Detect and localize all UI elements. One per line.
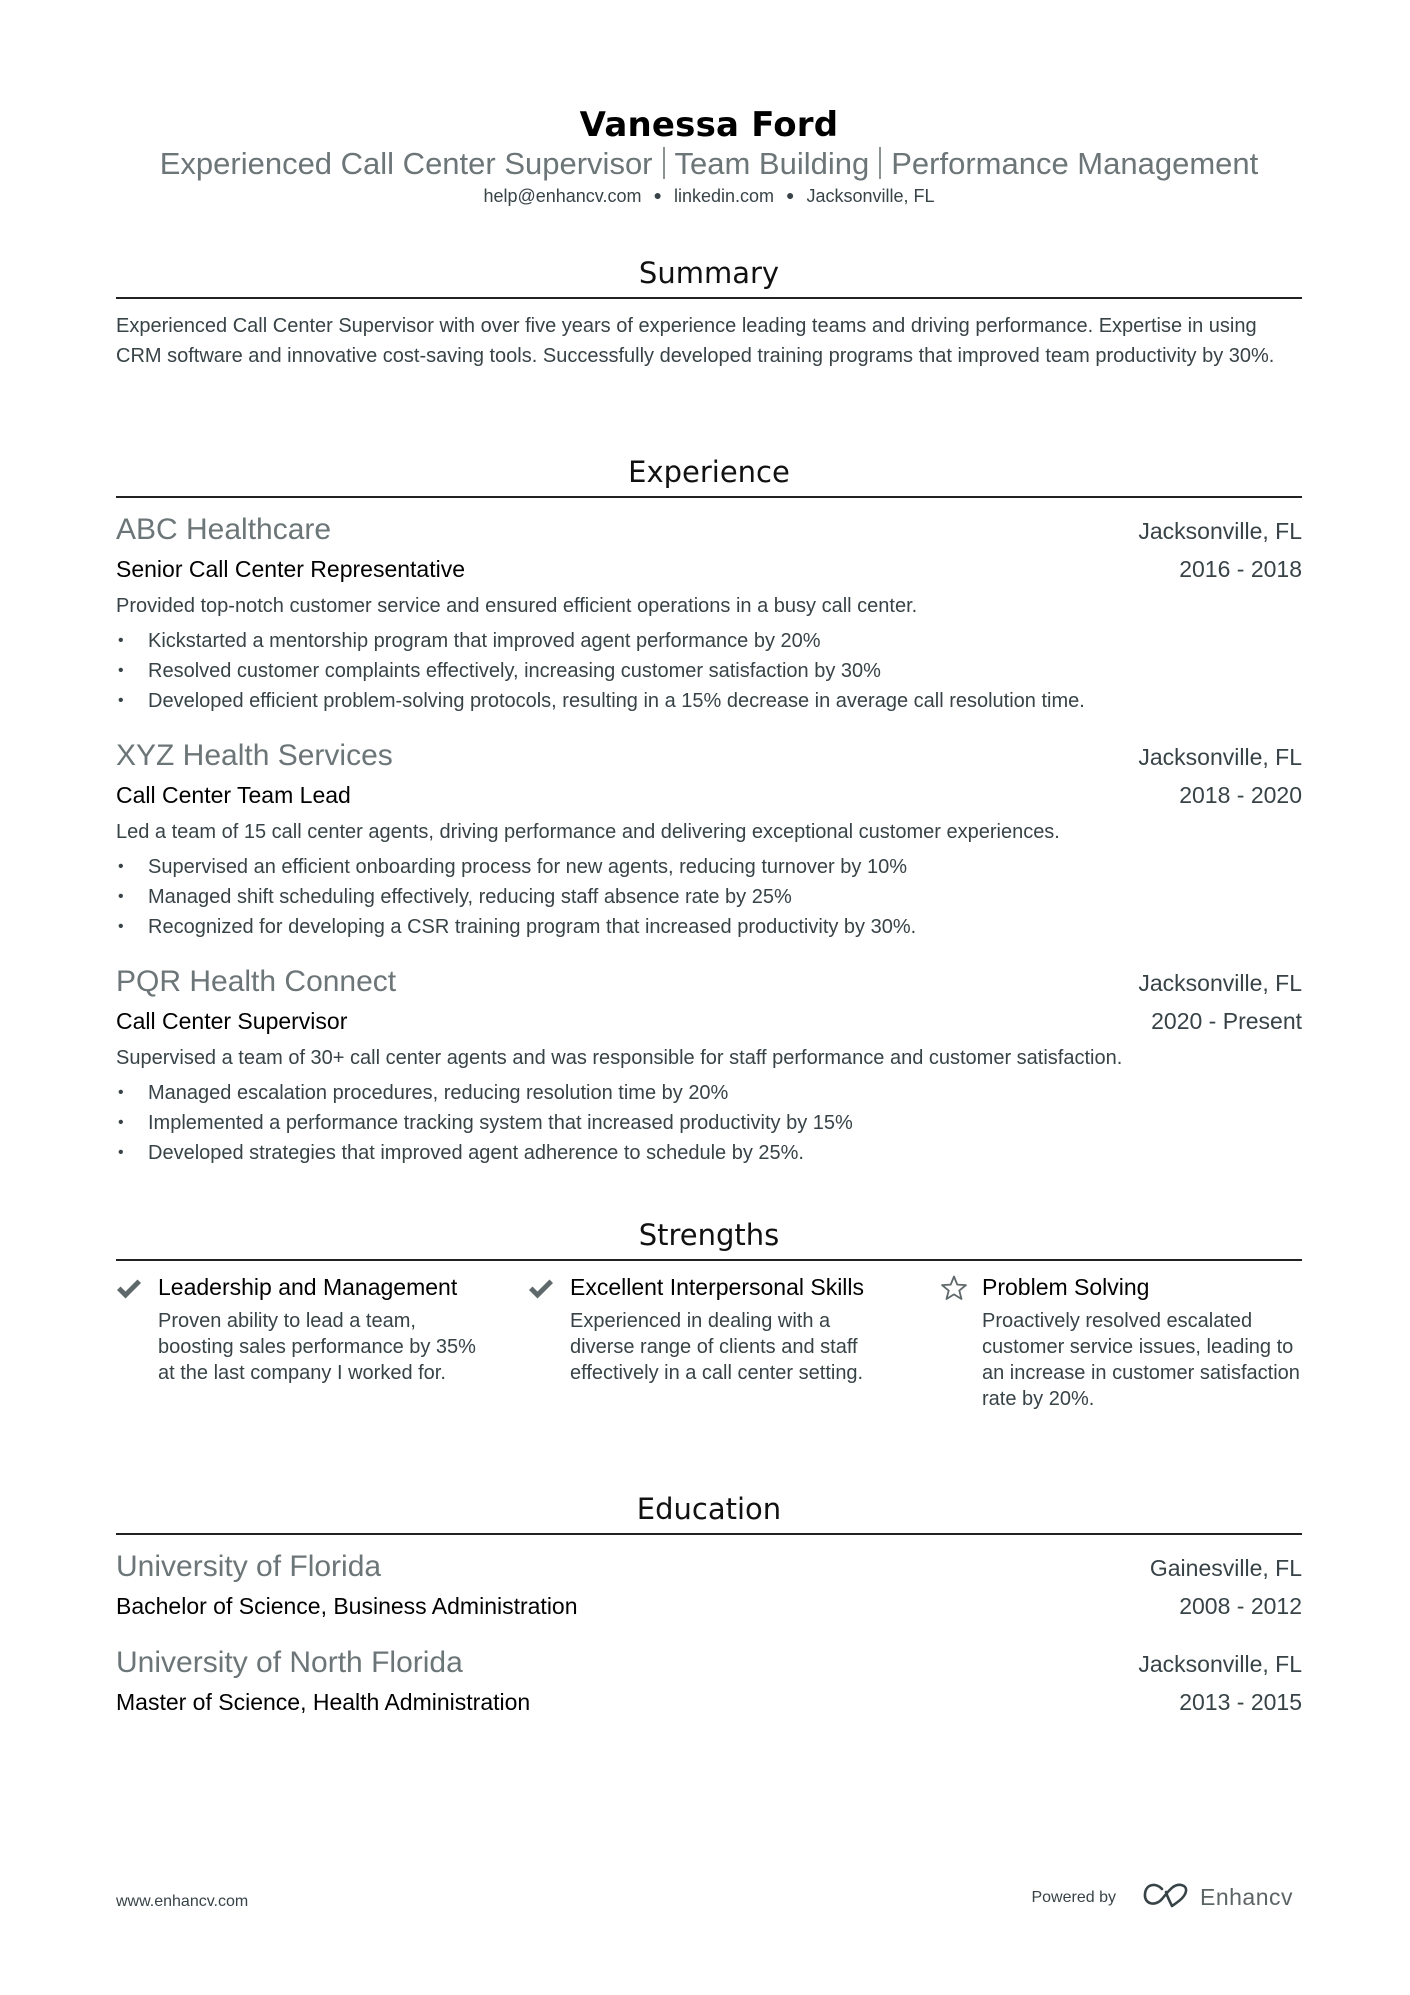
job-dates: 2016 - 2018 [1179,556,1302,582]
degree: Master of Science, Health Administration [116,1689,531,1715]
enhancv-logo-icon [1142,1882,1190,1913]
job-location: Jacksonville, FL [1138,970,1302,996]
achievement-item: • Developed efficient problem-solving protocols, resulting in a 15% decrease in average call resolution time. [116,686,1302,716]
degree: Bachelor of Science, Business Administration [116,1593,578,1619]
strength-description: Experienced in dealing with a diverse range of clients and staff effectively in a call center setting. [570,1310,864,1384]
strength-title: Leadership and Management [158,1274,458,1300]
section-title: Experience [628,455,790,489]
achievement-item: • Recognized for developing a CSR training program that increased productivity by 30%. [116,912,1302,942]
achievement-list [116,1078,1302,1168]
school-location: Jacksonville, FL [1138,1651,1302,1677]
job-title: Senior Call Center Representative [116,556,466,582]
contact-location: Jacksonville, FL [806,186,935,206]
check-icon [528,1273,570,1412]
bullet-separator: ● [653,187,662,203]
achievement-item: • Implemented a performance tracking system that increased productivity by 15% [116,1108,1302,1138]
contact-email[interactable]: help@enhancv.com [483,186,642,206]
education-entry [116,1547,1302,1625]
achievement-list [116,626,1302,716]
headline-divider [879,147,881,179]
strength-description: Proven ability to lead a team, boosting sales performance by 35% at the last company I worked for. [158,1310,476,1384]
summary-section [116,253,1302,371]
job-description: Led a team of 15 call center agents, driving performance and delivering exceptional customer experiences. [116,821,1060,843]
job-location: Jacksonville, FL [1138,518,1302,544]
resume-page [116,0,1302,1715]
company-name: ABC Healthcare [116,513,332,546]
achievement-item: • Kickstarted a mentorship program that improved agent performance by 20% [116,626,1302,656]
school-location: Gainesville, FL [1149,1555,1302,1581]
education-section [116,1489,1302,1721]
headline-part: Performance Management [891,146,1259,181]
section-divider [116,496,1302,498]
star-icon [940,1273,982,1412]
job-description: Provided top-notch customer service and ensured efficient operations in a busy call center. [116,595,918,617]
strength-item [116,1273,528,1412]
achievement-item: • Resolved customer complaints effectively, increasing customer satisfaction by 30% [116,656,1302,686]
experience-entry [116,736,1302,942]
achievement-item: • Developed strategies that improved agent adherence to schedule by 25%. [116,1138,1302,1168]
education-entry [116,1643,1302,1721]
footer-branding [1031,1882,1293,1913]
job-title: Call Center Team Lead [116,782,351,808]
section-divider [116,1259,1302,1261]
resume-header [116,0,1302,208]
powered-by-label: Powered by [1031,1888,1116,1906]
strengths-grid [116,1273,1302,1412]
brand-name: Enhancv [1199,1884,1293,1910]
candidate-name: Vanessa Ford [579,105,839,145]
achievement-list [116,852,1302,942]
section-title: Strengths [638,1218,780,1252]
company-name: XYZ Health Services [116,739,393,772]
experience-entry [116,510,1302,716]
experience-entry [116,962,1302,1168]
job-description: Supervised a team of 30+ call center agents and was responsible for staff performance and customer satisfaction. [116,1047,1123,1069]
headline-part: Experienced Call Center Supervisor [159,146,653,181]
check-icon [116,1273,158,1412]
achievement-item: • Managed shift scheduling effectively, reducing staff absence rate by 25% [116,882,1302,912]
headline [116,143,1302,185]
summary-text: Experienced Call Center Supervisor with over five years of experience leading teams and driving performance. Expertise in using CRM software and innovative cost-saving tools. Successfully developed training programs that improved team productivity by 30%. [116,315,1275,367]
section-divider [116,1533,1302,1535]
school-name: University of Florida [116,1550,382,1583]
contact-linkedin[interactable]: linkedin.com [673,186,774,206]
contact-line [116,183,1302,208]
achievement-item: • Supervised an efficient onboarding process for new agents, reducing turnover by 10% [116,852,1302,882]
achievement-item: • Managed escalation procedures, reducing resolution time by 20% [116,1078,1302,1108]
job-dates: 2020 - Present [1151,1008,1302,1034]
strength-item [528,1273,940,1412]
strengths-section [116,1215,1302,1412]
strength-description: Proactively resolved escalated customer service issues, leading to an increase in customer satisfaction rate by 20%. [982,1310,1300,1410]
experience-section [116,452,1302,1168]
bullet-separator: ● [786,187,795,203]
education-dates: 2013 - 2015 [1179,1689,1302,1715]
education-dates: 2008 - 2012 [1179,1593,1302,1619]
job-title: Call Center Supervisor [116,1008,348,1034]
headline-part: Team Building [674,146,870,181]
strength-title: Problem Solving [982,1274,1150,1300]
headline-divider [663,147,665,179]
company-name: PQR Health Connect [116,965,397,998]
strength-title: Excellent Interpersonal Skills [570,1274,865,1300]
section-divider [116,297,1302,299]
job-dates: 2018 - 2020 [1179,782,1302,808]
section-title: Summary [638,256,780,290]
footer-website[interactable]: www.enhancv.com [116,1893,249,1910]
section-title: Education [636,1492,782,1526]
strength-item [940,1273,1302,1412]
job-location: Jacksonville, FL [1138,744,1302,770]
school-name: University of North Florida [116,1646,463,1679]
